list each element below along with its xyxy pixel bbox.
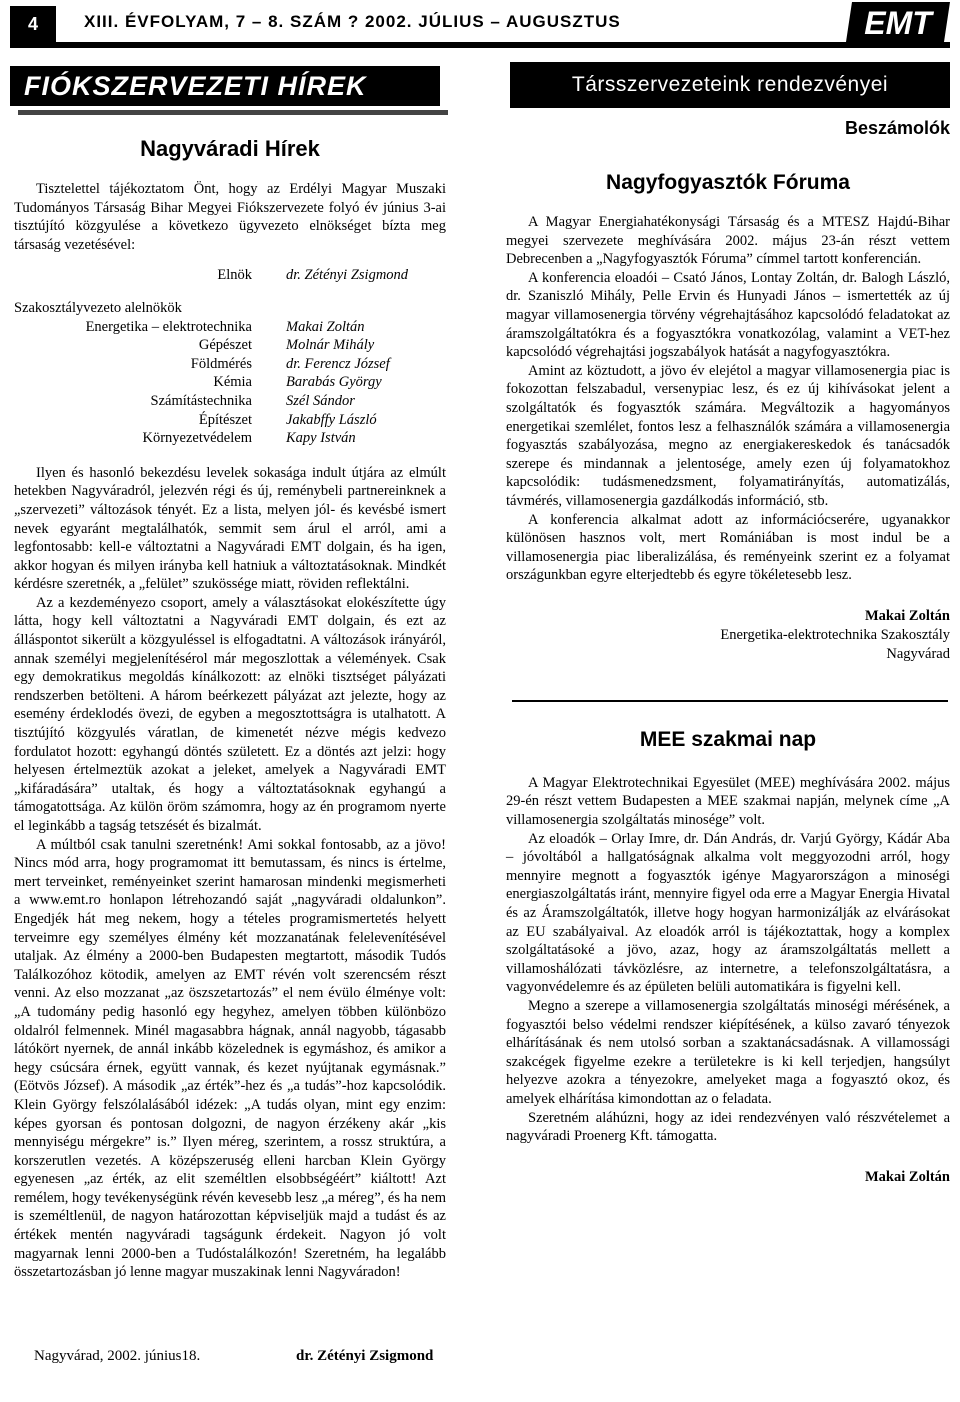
- officer-row: [14, 373, 446, 392]
- place-date: Nagyvárad, 2002. június18.: [34, 1348, 201, 1364]
- body-paragraph: Az a kezdeményezo csoport, amely a választásokat elokészítette úgy látta, hogy kell változtatni a Nagyváradi EMT dolgain, és ezt az álláspontot sikerült a közgyuléssel is elfogadtatni. A változások irányáról, annak személyi megjelenítésérol már megoszlottak a vélemények. Csak egy demokratikus megoldás kínálkozott: az elnöki tisztséget pályázati rendszerben betölteni. A három beérkezett pályázat azt jelezte, hogy az esemény érdeklodés övezi, de egyben a megosztottságra is utalhatott. A tisztújító közgyulés váratlan, de kimenetét nézve mégis kedvezo fordulatot hozott: egyhangú döntés született. Ez a döntés azt jelzi: hogy helyesen értelmeztük azokat a jeleket, amelyek a Nagyváradi EMT „kifáradására” utaltak, és hogy a változtatásoknak egyhangú a támogatottsága. Az külön öröm számomra, hogy az én programom nyerte el leginkább a tagság tetszését és bizalmát.: [14, 594, 446, 834]
- body-paragraph: Ilyen és hasonló bekezdésu levelek sokasága indult útjára az elmúlt hetekben Nagyváradról, jelezvén régi és új, reménybeli partnereinknek a „szervezeti” változások tényét. Ez a lista, melyen jól- és kevésbé ismert nevek egyaránt megtalálhatók, semmit sem árul el arról, ami a legfontosabb: kell-e változtatni a Nagyváradi EMT dolgain, és ha igen, akkor hogyan és milyen irányba kell hatniuk a változtatásoknak. Mindkét kérdésre szeretnék, a „felület” szukössége miatt, röviden reflektálni.: [14, 464, 446, 593]
- section-divider: [512, 700, 948, 702]
- mee-paragraph: Megno a szerepe a villamosenergia szolgáltatás minoségi mérésének, a fogyasztói belso védelmi rendszer kiépítésének, a külso zavaró tényezok elhárításának és nem utolsó sorban a szaktanácsadásnak. A villamossági szakcégek figyelme ezekre a területekre is ki kell terjedjen, hangsúlyt helyezve azokra a tényezokre, amelyeket maga a fogyasztó okoz, és amelyek elhárítása kimondottan az o feladata.: [506, 998, 950, 1107]
- officers-list: [14, 266, 446, 447]
- officer-role: Környezetvédelem: [142, 430, 252, 447]
- mee-signature: Makai Zoltán: [865, 1168, 950, 1185]
- officer-role: Kémia: [213, 374, 252, 391]
- mee-title: MEE szakmai nap: [639, 727, 817, 751]
- forum-paragraph: A konferencia alkalmat adott az információcserére, ugyanakkor különösen hasznos volt, mert Romániában is most indul be a villamosenergia piac liberalizálása, és reményeink szerint ez a folyamat országunkban egyre elterjedtebb és egyre tökéletesebb lesz.: [506, 511, 950, 584]
- officer-name: dr. Ferencz József: [286, 355, 390, 372]
- officer-name: Szél Sándor: [286, 392, 355, 409]
- deputies-heading: Szakosztályvezeto alelnökök: [14, 299, 182, 316]
- article-title: Nagyváradi Hírek: [140, 136, 320, 161]
- officer-name: Molnár Mihály: [286, 337, 375, 354]
- officer-row: [14, 336, 446, 355]
- officer-row: [14, 429, 446, 448]
- officer-role: Földmérés: [190, 355, 252, 372]
- officer-name: Kapy István: [286, 430, 356, 447]
- signature-unit: Energetika-elektrotechnika Szakosztály: [720, 626, 950, 643]
- intro-paragraph: Tisztelettel tájékoztatom Önt, hogy az Erdélyi Magyar Muszaki Tudományos Társaság Bihar Megyei Fiókszervezete folyó év június 3-ai tisztújító közgyulése a következo ügyvezeto elnökséget bízta meg társaság vezetésével:: [14, 181, 446, 253]
- forum-paragraph: A Magyar Energiahatékonysági Társaság és a MTESZ Hajdú-Bihar megyei szervezete meghívására 2002. május 23-án részt vettem Debrecenben a „Nagyfogyasztók Fóruma” címmel tartott konferencián.: [506, 214, 950, 268]
- forum-paragraph: A konferencia eloadói – Csató János, Lontay Zoltán, dr. Balogh László, dr. Szaniszló Mihály, Pelle Ervin és Hunyadi János – ismertették az új magyar villamosenergia törvény végrehajtásához kapcsolódó feladatokat az áramszolgáltatókra és a fogyasztókra vonatkozólag, valamint a VET-hez kapcsolódó végrehajtási jogszabályok hatását a nagyfogyasztókra.: [506, 269, 950, 361]
- officer-role: Energetika – elektrotechnika: [85, 318, 252, 335]
- right-column: [506, 118, 950, 1187]
- header-rule: [10, 42, 950, 48]
- page-number: 4: [10, 6, 56, 42]
- signature-name: Makai Zoltán: [865, 607, 950, 624]
- forum-title: Nagyfogyasztók Fóruma: [606, 171, 850, 194]
- officer-role: Gépészet: [198, 337, 252, 354]
- section-banner-right: Társszervezeteink rendezvényei: [510, 62, 950, 108]
- left-column: [14, 136, 446, 1282]
- body-paragraph: A múltból csak tanulni szeretnénk! Ami sokkal fontosabb, az a jövo! Nincs mód arra, hogy programomat itt bemutassam, és nincs is értelme, mert terveinket, reményeinket szerint hamarosan mindenki megismerheti a www.emt.ro honlapon létrehozandó saját „nagyváradi oldalunkon”. Engedjék hát meg nekem, hogy a tételes programismertetés helyett terveimre egy személyes élmény két mozzanatának felelevenítésével utaljak. Az élmény a 2000-ben Budapesten megtartott, második Tudós Találkozóhoz kötodik, amelyen az EMT révén volt szerencsém részt venni. Az elso mozzanat „az öszszetartozás” el nem évülo élménye volt: „A tudomány pedig hasonló egy hegyhez, amelyen többen különbözo oldalról felmennek. Minél magasabbra hágnak, annál nagyobb, tágasabb látókört nyernek, de annál inkább közelednek is egymáshoz, és amikor a hegy csúcsára érnek, együtt vannak, és kezet nyújtanak egymásnak.” (Eötvös József). A második „az érték”-hez és „a tudás”-hoz kapcsolódik. Klein György felszólalásából idézek: „A tudás olyan, mint egy enzim: képes gyorsan és pontosan dolgozni, de nagyon érzékeny akár „kis mennyiségu mérgekre” is.” Ilyen méreg, szerintem, a rossz struktúra, a korszerutlen vezetés. A középszeruség elleni harcban Klein György egyenesen „az érték, az elit személtlen elsobbségéért” kiáltott! Azt remélem, hogy tevékenységünk révén kevesebb lesz „a méreg”, és ha nem is személtlenül, de nagyon határozottan képviseljük majd a tudást és az értékek mentén nagyváradi tagságunk érdekeit. Nagyon jó volt magyarnak lenni 2000-ben a Tudóstalálkozón! Szeretném, ha legalább összetartozásban jó lenne magyar muszakinak lenni Nagyváradon!: [14, 836, 446, 1281]
- officer-row: [14, 392, 446, 411]
- chair-name: dr. Zétényi Zsigmond: [286, 267, 409, 284]
- officer-name: Barabás György: [286, 374, 382, 391]
- officer-role: Építészet: [198, 411, 252, 428]
- officer-name: Jakabffy László: [286, 411, 377, 428]
- officer-name: Makai Zoltán: [286, 318, 365, 335]
- emt-logo: [846, 2, 950, 42]
- mee-paragraph: Szeretném aláhúzni, hogy az idei rendezvényen való részvételemet a nagyváradi Proenerg Kft. támogatta.: [506, 1109, 950, 1145]
- officer-row: [14, 318, 446, 337]
- forum-signature: [506, 607, 950, 664]
- officer-role: Számítástechnika: [150, 392, 252, 409]
- reports-label: Beszámolók: [844, 118, 950, 138]
- section-banner-left: FIÓKSZERVEZETI HÍREK: [10, 66, 440, 106]
- forum-paragraph: Amint az köztudott, a jövo év elejétol a magyar villamosenergia piac is fokozottan felszabadul, versenypiac lesz, és ez új kihívásokat jelent a szolgáltatók és fogyasztók számára. Megváltozik a hagyományos energetikai szemlélet, fontos lesz a felhasználók számára a villamosenergia fogyasztás szabályozása, megno az energiakereskedok és tanácsadók szerepe és mindannak a jelentosége, amely ezen új folyamatokhoz kapcsolódik: tudásmenedzsment, folyamatirányítás, automatizálás, távmérés, villamosenergia gazdálkodás információ, stb.: [506, 362, 950, 509]
- mee-paragraph: Az eloadók – Orlay Imre, dr. Dán András, dr. Varjú György, Kádár Aba – jóvoltából a hallgatóságnak alkalma volt meggyozodni arról, hogy mennyire megnott a fogyasztók igénye Magyarországon a minoségi energiaszolgáltatás iránt, mennyire figyel oda erre a Magyar Energia Hivatal és az Áramszolgáltatók, illetve hogy hogyan harmonizálják az elvárásokat az EU szabályaival. Az eloadók arról is tájékoztattak, hogy a komplex szolgáltatásoké a jövo, azaz, hogy az áramszolgáltatás mellett a villamoshálózati távközlésre, az internetre, a telefonszolgáltatásra, a vagyonvédelemre és az épületen belüli automatikára is figyelni kell.: [506, 830, 950, 996]
- banner-shadow: [18, 110, 448, 115]
- author-signature: dr. Zétényi Zsigmond: [296, 1348, 434, 1364]
- chair-row: [14, 266, 446, 285]
- logo-text: EMT: [864, 5, 932, 41]
- chair-role: Elnök: [217, 267, 252, 284]
- officer-row: [14, 411, 446, 430]
- issue-line: XIII. ÉVFOLYAM, 7 – 8. SZÁM ? 2002. JÚLIUS – AUGUSZTUS: [84, 12, 621, 31]
- officer-row: [14, 355, 446, 374]
- mee-paragraph: A Magyar Elektrotechnikai Egyesület (MEE) meghívására 2002. május 29-én részt vettem Budapesten a MEE szakmai napján, melynek címe „A villamosenergia szolgáltatás minosége” volt.: [506, 774, 950, 829]
- signature-place: Nagyvárad: [886, 645, 950, 662]
